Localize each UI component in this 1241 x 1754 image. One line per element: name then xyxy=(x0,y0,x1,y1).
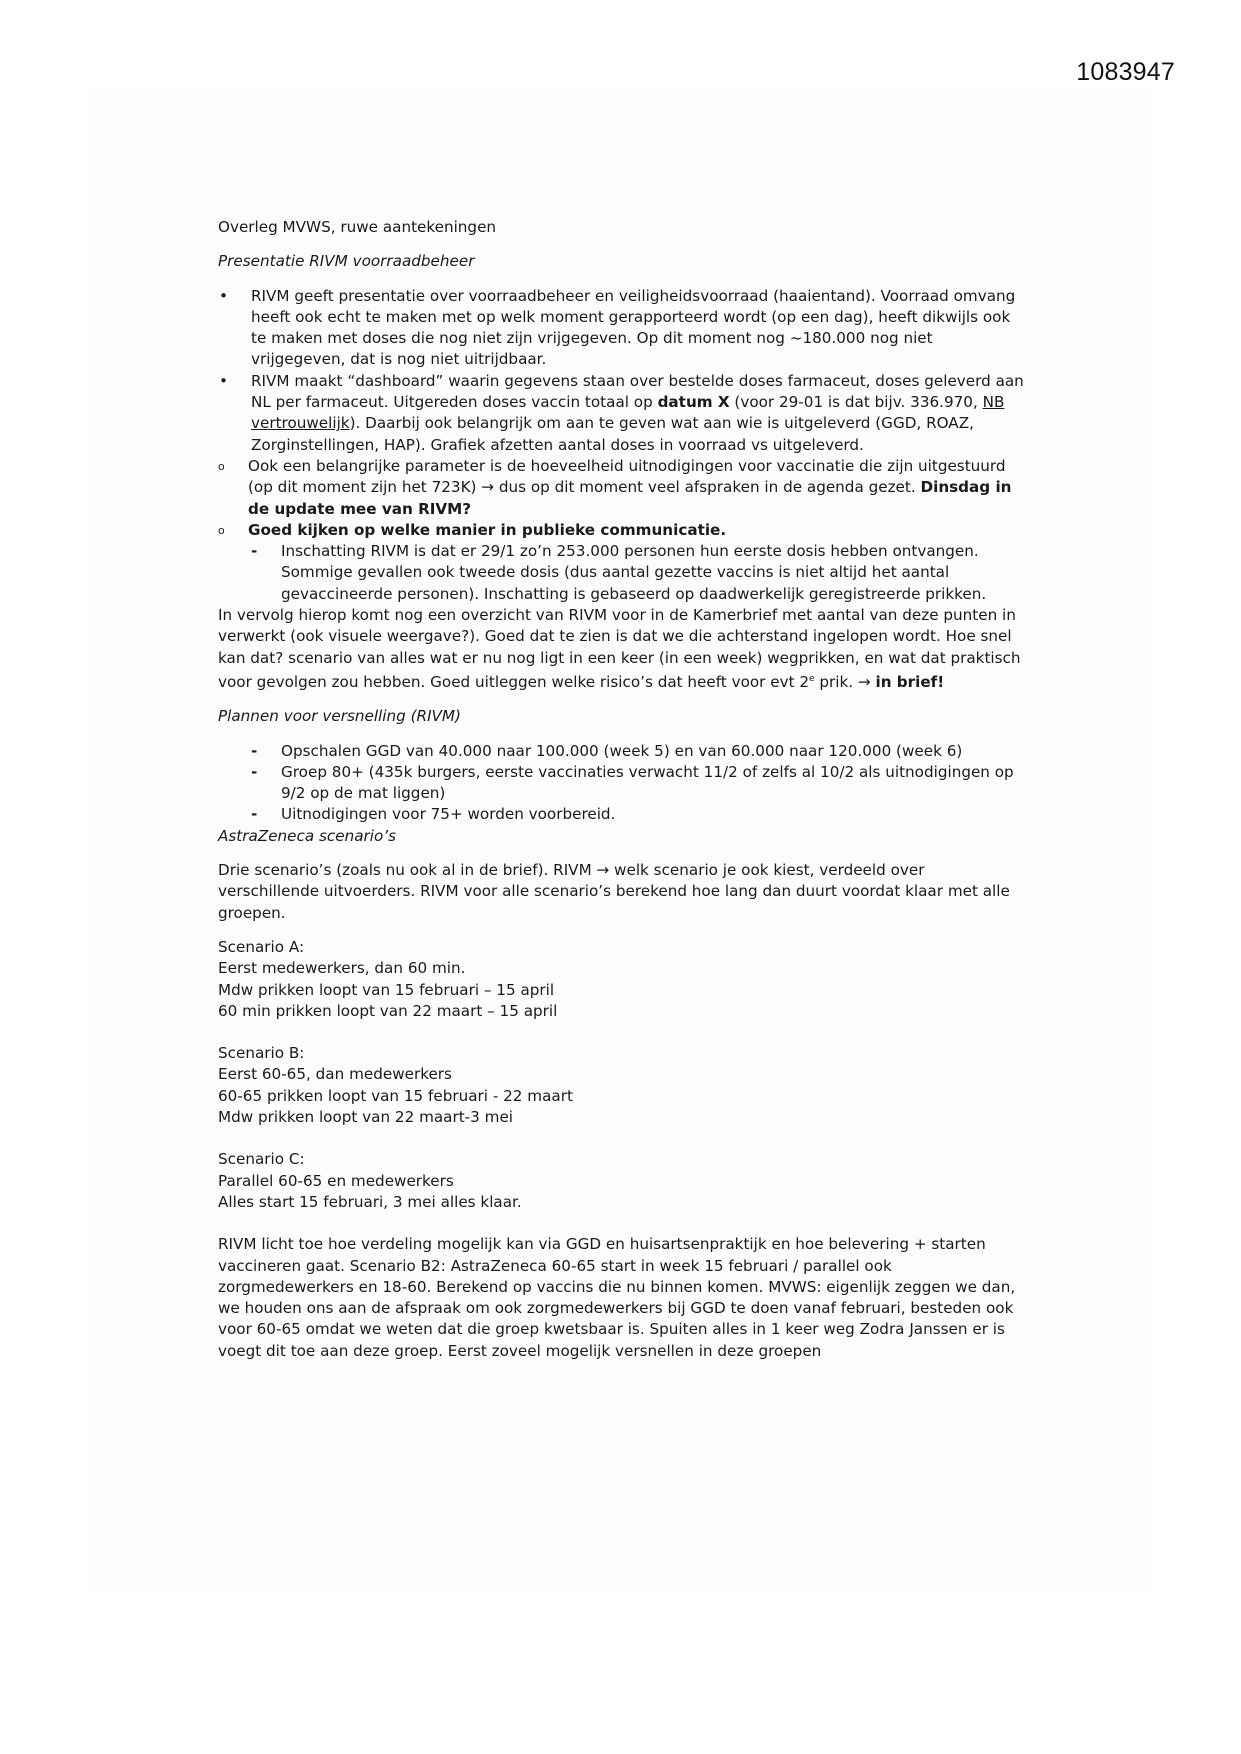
list-item xyxy=(218,541,1028,605)
astrazeneca-intro: Drie scenario’s (zoals nu ook al in de brief). RIVM → welk scenario je ook kiest, verdeeld over verschillende uitvoerders. RIVM voor alle scenario’s berekend hoe lang dan duurt voordat klaar met alle groepen. xyxy=(218,861,1010,922)
bold-text: datum X xyxy=(657,393,730,412)
bullet-text: RIVM geeft presentatie over voorraadbeheer en veiligheidsvoorraad (haaientand). Voorraad omvang heeft ook echt te maken met op welk moment gerapporteerd wordt (op een dag), heeft dikwijls ook te maken met doses die nog niet zijn vrijgegeven. Op dit moment nog ~180.000 nog niet vrijgegeven, dat is nog niet uitrijdbaar. xyxy=(251,286,1016,369)
circle-bullet-icon: o xyxy=(218,523,225,537)
scenario-line: Eerst medewerkers, dan 60 min. xyxy=(218,959,466,978)
bullet-icon: • xyxy=(219,371,228,390)
dash-icon: - xyxy=(251,762,258,781)
dash-text: Inschatting RIVM is dat er 29/1 zo’n 253.000 personen hun eerste dosis hebben ontvangen. Sommige gevallen ook tweede dosis (dus aantal gezette vaccins is niet altijd het aantal gevaccineerde personen). Inschatting is gebaseerd op daadwerkelijk geregistreerde prikken. xyxy=(281,542,987,603)
versnelling-list xyxy=(218,741,1028,826)
vervolg-paragraph xyxy=(218,605,1028,693)
circle-bullet-icon: o xyxy=(218,459,225,473)
bold-text: in brief! xyxy=(875,673,945,691)
list-item xyxy=(218,371,1028,456)
bold-text: Dinsdag in de update mee van RIVM? xyxy=(248,478,1012,518)
underlined-text: NB vertrouwelijk xyxy=(251,393,1005,433)
section-heading-versnelling: Plannen voor versnelling (RIVM) xyxy=(218,707,461,726)
scenario-line: 60-65 prikken loopt van 15 februari - 22 maart xyxy=(218,1086,573,1105)
dash-icon: - xyxy=(251,805,258,824)
section-heading-astrazeneca: AstraZeneca scenario’s xyxy=(218,826,397,845)
list-item xyxy=(218,762,1028,805)
list-item xyxy=(218,456,1028,520)
list-item xyxy=(218,520,1028,541)
list-text: Uitnodigingen voor 75+ worden voorbereid. xyxy=(281,805,616,824)
scenario-line: Mdw prikken loopt van 15 februari – 15 april xyxy=(218,980,555,999)
text-run: In vervolg hierop komt nog een overzicht van RIVM voor in de Kamerbrief met aantal van deze punten in verwerkt (ook visuele weergave?). Goed dat te zien is dat we die achterstand ingelopen wordt. Hoe snel kan dat? scenario van alles wat er nu nog ligt in een keer (in een week) wegprikken, en wat dat praktisch voor gevolgen zou hebben. Goed uitleggen welke risico’s dat heeft voor evt 2 xyxy=(218,606,1021,691)
text-run: RIVM maakt “dashboard” waarin gegevens staan over bestelde doses farmaceut, doses geleverd aan NL per farmaceut. Uitgereden doses vaccin totaal op xyxy=(251,371,1024,412)
scenario-line: Mdw prikken loopt van 22 maart-3 mei xyxy=(218,1108,514,1127)
dash-icon: - xyxy=(251,542,258,561)
dash-icon: - xyxy=(251,741,258,760)
scenario-label: Scenario C: xyxy=(218,1150,305,1169)
document-id: 1083947 xyxy=(1076,58,1175,86)
text-run: prik. → xyxy=(814,673,876,691)
list-text: Opschalen GGD van 40.000 naar 100.000 (week 5) en van 60.000 naar 120.000 (week 6) xyxy=(281,741,963,760)
document-title: Overleg MVWS, ruwe aantekeningen xyxy=(218,218,497,236)
sub-text xyxy=(248,457,1011,518)
closing-paragraph: RIVM licht toe hoe verdeling mogelijk kan via GGD en huisartsenpraktijk en hoe belevering + starten vaccineren gaat. Scenario B2: AstraZeneca 60-65 start in week 15 februari / parallel ook zorgmedewerkers en 18-60. Berekend op vaccins die nu binnen komen. MVWS: eigenlijk zeggen we dan, we houden ons aan de afspraak om ook zorgmedewerkers bij GGD te doen vanaf februari, besteden ook voor 60-65 omdat we weten dat die groep kwetsbaar is. Spuiten alles in 1 keer weg Zodra Janssen er is voegt dit toe aan deze groep. Eerst zoveel mogelijk versnellen in deze groepen xyxy=(218,1235,1016,1360)
bold-text: Goed kijken op welke manier in publieke communicatie. xyxy=(248,520,727,539)
text-run: ). Daarbij ook belangrijk om aan te geven wat aan wie is uitgeleverd (GGD, ROAZ, Zorginstellingen, HAP). Grafiek afzetten aantal doses in voorraad vs uitgeleverd. xyxy=(251,414,974,454)
list-item xyxy=(218,286,1028,371)
list-item xyxy=(218,741,1028,762)
scenario-line: Alles start 15 februari, 3 mei alles klaar. xyxy=(218,1192,522,1211)
list-text: Groep 80+ (435k burgers, eerste vaccinaties verwacht 11/2 of zelfs al 10/2 als uitnodigingen op 9/2 op de mat liggen) xyxy=(281,762,1014,803)
scenario-line: Eerst 60-65, dan medewerkers xyxy=(218,1065,452,1084)
scenario-label: Scenario B: xyxy=(218,1044,305,1063)
document-body xyxy=(218,217,1028,1362)
presentatie-bullet-list xyxy=(218,286,1028,456)
list-item xyxy=(218,804,1028,825)
scenario-c xyxy=(218,1149,1028,1213)
text-run: (voor 29-01 is dat bijv. 336.970, xyxy=(729,393,983,412)
bullet-icon: • xyxy=(219,286,228,305)
scenario-b xyxy=(218,1035,1028,1128)
scenario-label: Scenario A: xyxy=(218,937,305,956)
scenario-a xyxy=(218,937,1028,1022)
presentatie-dash-list xyxy=(218,541,1028,605)
superscript: e xyxy=(809,673,815,684)
scenario-line: 60 min prikken loopt van 22 maart – 15 april xyxy=(218,1001,558,1020)
bullet-text xyxy=(251,372,1024,454)
presentatie-sub-list xyxy=(218,456,1028,541)
scenario-line: Parallel 60-65 en medewerkers xyxy=(218,1171,454,1190)
section-heading-presentatie: Presentatie RIVM voorraadbeheer xyxy=(218,252,475,271)
text-run: Ook een belangrijke parameter is de hoeveelheid uitnodigingen voor vaccinatie die zijn uitgestuurd (op dit moment zijn het 723K) → dus op dit moment veel afspraken in de agenda gezet. xyxy=(248,456,1006,497)
